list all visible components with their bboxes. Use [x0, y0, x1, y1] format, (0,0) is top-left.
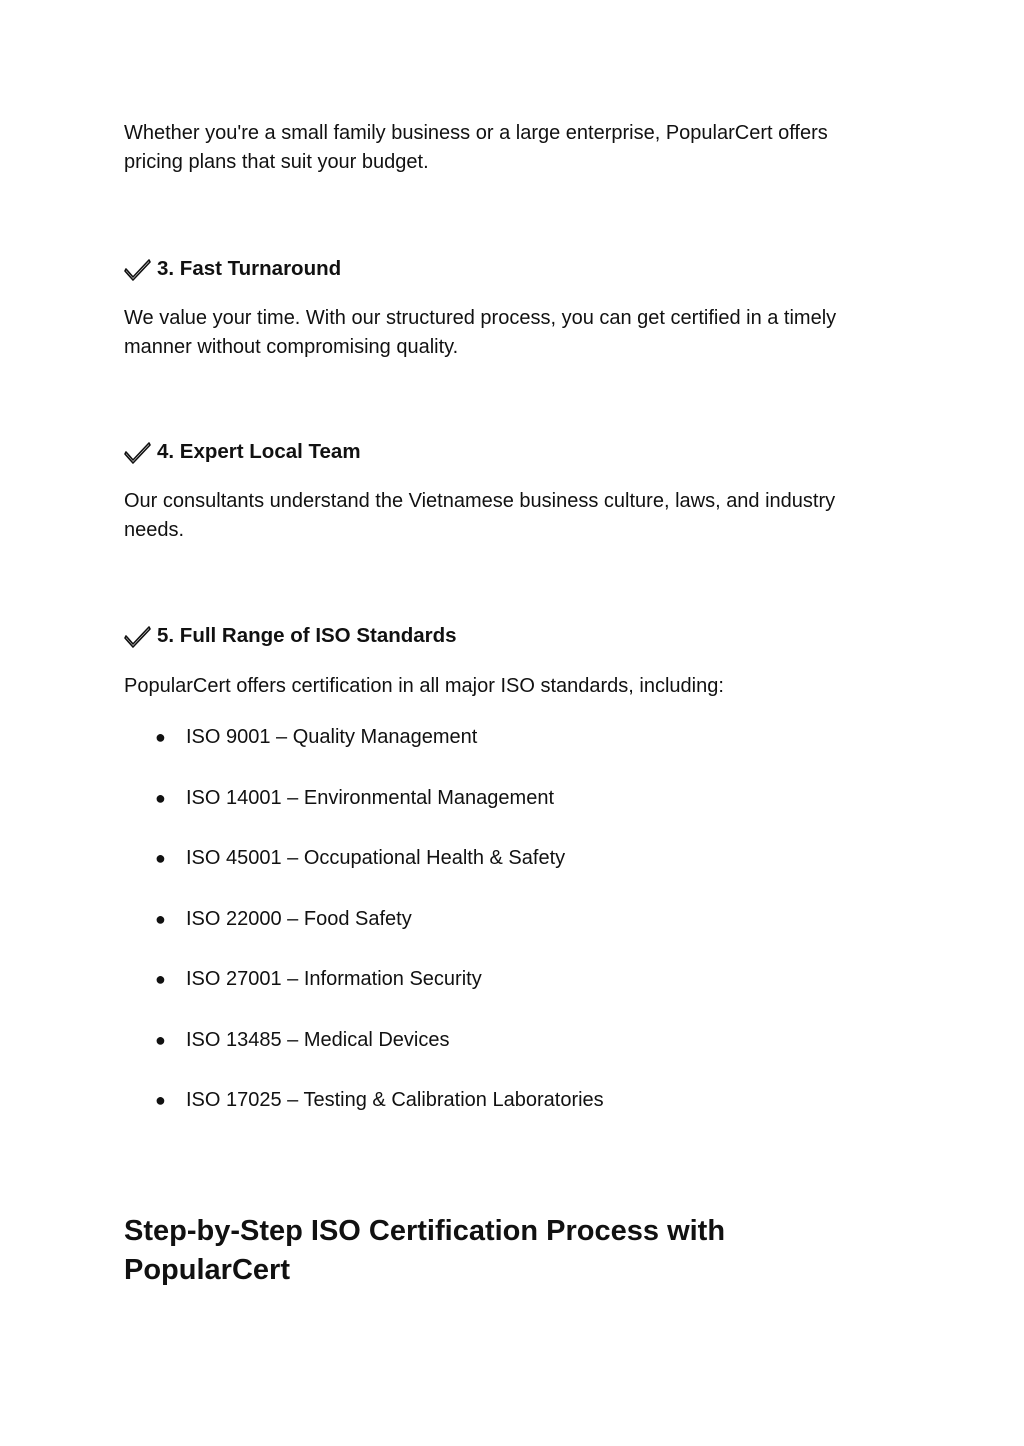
- section-heading-full-range: [124, 622, 457, 650]
- list-item: [124, 1026, 884, 1087]
- list-item-text: ISO 14001 – Environmental Management: [186, 786, 554, 809]
- list-item: [124, 1086, 884, 1147]
- intro-paragraph: Whether you're a small family business or a large enterprise, PopularCert offers pricing plans that suit your budget.: [124, 122, 828, 173]
- bullet-icon: ●: [155, 908, 166, 929]
- check-mark-icon: [124, 440, 152, 464]
- check-mark-icon: [124, 257, 152, 281]
- section-heading-text: 5. Full Range of ISO Standards: [157, 624, 457, 647]
- section-title: Step-by-Step ISO Certification Process with PopularCert: [124, 1215, 726, 1286]
- list-item: [124, 844, 884, 905]
- check-mark-icon: [124, 624, 152, 648]
- list-item-text: ISO 9001 – Quality Management: [186, 726, 478, 748]
- section-body-expert-local-team: Our consultants understand the Vietnamese business culture, laws, and industry needs.: [124, 490, 836, 541]
- section-body-full-range: PopularCert offers certification in all major ISO standards, including:: [124, 675, 724, 697]
- list-item-text: ISO 17025 – Testing & Calibration Laboratories: [186, 1089, 604, 1111]
- section-heading-fast-turnaround: [124, 255, 341, 283]
- list-item: [124, 965, 884, 1026]
- list-item-text: ISO 27001 – Information Security: [186, 968, 482, 990]
- iso-standards-list: [124, 723, 884, 1147]
- bullet-icon: ●: [155, 727, 166, 747]
- list-item: [124, 905, 884, 966]
- list-item-text: ISO 22000 – Food Safety: [186, 907, 412, 930]
- list-item-text: ISO 13485 – Medical Devices: [186, 1028, 450, 1051]
- section-heading-text: 3. Fast Turnaround: [157, 257, 342, 280]
- list-item-text: ISO 45001 – Occupational Health & Safety: [186, 847, 566, 869]
- bullet-icon: ●: [155, 1029, 166, 1050]
- list-item: [124, 723, 884, 784]
- list-item: [124, 784, 884, 845]
- section-heading-expert-local-team: [124, 438, 361, 466]
- bullet-icon: ●: [155, 1090, 166, 1110]
- section-heading-text: 4. Expert Local Team: [157, 440, 361, 463]
- bullet-icon: ●: [155, 969, 166, 989]
- bullet-icon: ●: [155, 787, 166, 808]
- bullet-icon: ●: [155, 848, 166, 868]
- section-body-fast-turnaround: We value your time. With our structured process, you can get certified in a timely manner without compromising quality.: [124, 307, 837, 358]
